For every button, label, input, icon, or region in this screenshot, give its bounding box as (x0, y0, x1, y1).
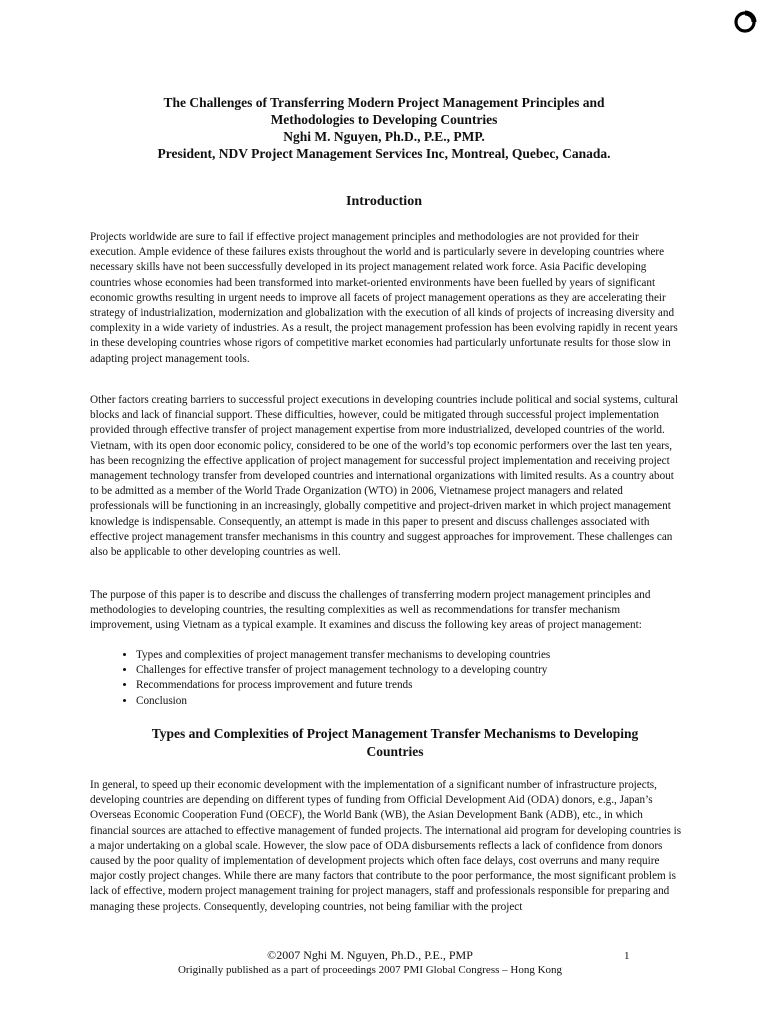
list-item: • Recommendations for process improvement and future trends (136, 678, 696, 693)
list-item: • Conclusion (136, 694, 696, 709)
types-section-heading (110, 725, 680, 761)
footer-copyright: ©2007 Nghi M. Nguyen, Ph.D., P.E., PMP (267, 948, 473, 962)
intro-paragraph-2: Other factors creating barriers to successful project executions in developing countries include political and social systems, cultural blocks and lack of financial support. These difficulties, however, could be mitigated through successful project implementation provided through effective transfer of project management expertise from more industrialized, developed countries of the world. Vietnam, with its open door economic policy, considered to be one of the world’s top economic performers over the last ten years, has been recognizing the effective application of project management for successful project implementation and receiving project management technology transfer from developed countries and international organizations with limited results. As a country about to be admitted as a member of the World Trade Organization (WTO) in 2006, Vietnamese project managers and related professionals will be functioning in an increasingly, globally competitive and project-driven market in which project management knowledge is indispensable. Consequently, an attempt is made in this paper to present and discuss challenges associated with effective project management transfer mechanisms in this country and suggest approaches for improvement. These challenges can also be applicable to other developing countries as well. (90, 394, 679, 559)
paper-title-line1: The Challenges of Transferring Modern Project Management Principles and (163, 95, 605, 110)
types-heading-line1: Types and Complexities of Project Management Transfer Mechanisms to Developing (151, 726, 639, 741)
intro-paragraph-3: The purpose of this paper is to describe and discuss the challenges of transferring modern project management principles and methodologies to developing countries, the resulting complexities as well as recommendations for transfer mechanism improvement, using Vietnam as a typical example. It examines and discuss the following key areas of project management: (90, 589, 651, 632)
title-block (90, 94, 678, 162)
page-number: 1 (624, 950, 630, 962)
footer-publication: Originally published as a part of proceedings 2007 PMI Global Congress – Hong Kong (177, 964, 563, 976)
circle-logo-icon (733, 10, 757, 34)
paper-title-line2: Methodologies to Developing Countries (270, 112, 498, 127)
list-item: • Challenges for effective transfer of project management technology to a developing country (136, 663, 696, 678)
author-name: Nghi M. Nguyen, Ph.D., P.E., PMP. (283, 129, 485, 144)
types-heading-line2: Countries (366, 744, 424, 759)
list-item: • Types and complexities of project management transfer mechanisms to developing countries (136, 648, 696, 663)
author-affiliation: President, NDV Project Management Services Inc, Montreal, Quebec, Canada. (157, 146, 611, 161)
introduction-heading: Introduction (346, 194, 422, 209)
types-paragraph-1: In general, to speed up their economic development with the implementation of a significant number of infrastructure projects, developing countries are depending on different types of funding from Official Development Aid (ODA) donors, e.g., Japan’s Overseas Economic Cooperation Fund (OECF), the World Bank (WB), the Asian Development Bank (ADB), etc., in which financial sources are attached to effective management of funded projects. The international aid program for developing countries is a major undertaking on a global scale. However, the slow pace of ODA disbursements reflects a lack of confidence from donors caused by the poor quality of implementation of development projects which often face delays, cost overruns and many require major costly project changes. While there are many factors that contribute to the poor performance, the most significant problem is lack of effective, modern project management training for project managers, staff and professionals responsible for preparing and managing these projects. Consequently, developing countries, not being familiar with the project (90, 779, 682, 913)
key-areas-list (112, 648, 696, 709)
intro-paragraph-1: Projects worldwide are sure to fail if effective project management principles and methodologies are not provided for their execution. Ample evidence of these failures exists throughout the world and is particularly severe in developing countries where necessary skills have not been successfully developed in its project management related work force. Asia Pacific developing countries whose economies had been transformed into market-oriented environments have been fuelled by years of significant economic growths resulting in urgent needs to improve all facets of project management operations as they are accelerating their strategy of industrialization, modernization and globalization with the execution of all kinds of projects of increasing diversity and complexity in a wide variety of industries. As a result, the project management profession has been evolving rapidly in recent years in these developing countries whose rigors of competitive market economies had particularly unfortunate results for those slow in adapting project management tools. (90, 231, 678, 365)
